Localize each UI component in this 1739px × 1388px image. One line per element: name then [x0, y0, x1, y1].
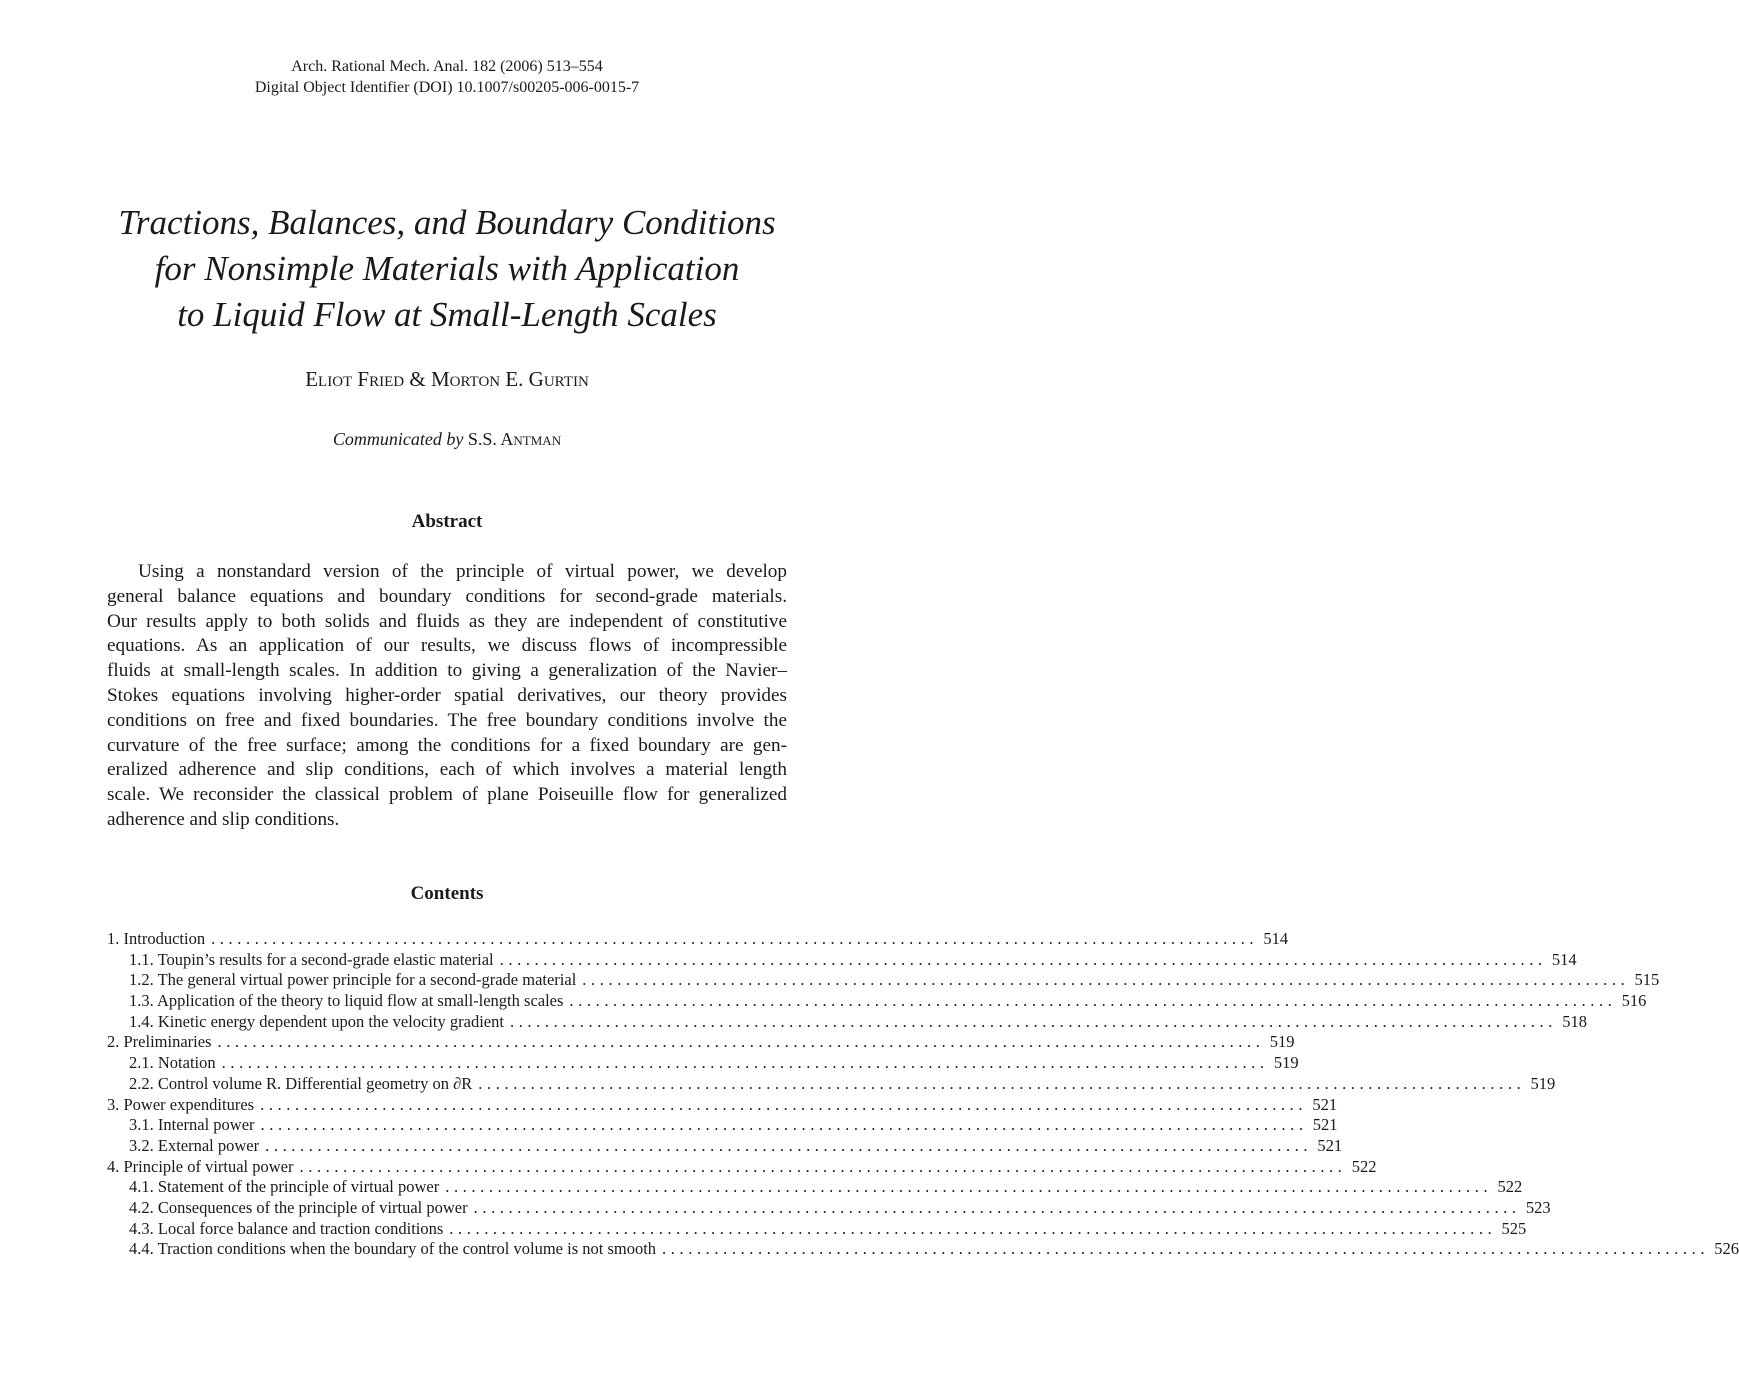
toc-leader-dots: ........................................................................................................................: [260, 1115, 1308, 1135]
abstract-line: scale. We reconsider the classical problem of plane Poiseuille flow for generalized: [107, 784, 787, 806]
journal-citation: Arch. Rational Mech. Anal. 182 (2006) 513–554: [291, 58, 603, 75]
toc-entry[interactable]: [107, 1156, 1377, 1178]
toc-entry[interactable]: [107, 1115, 1338, 1136]
toc-entry-page: 514: [1551, 949, 1577, 969]
toc-entry[interactable]: [107, 1032, 1295, 1053]
toc-leader-dots: ........................................................................................................................: [445, 1177, 1493, 1197]
toc-leader-dots: ........................................................................................................................: [221, 1053, 1269, 1073]
toc-entry-label: 4.1. Statement of the principle of virtual power: [129, 1177, 440, 1197]
abstract-line: fluids at small-length scales. In addition to giving a generalization of the Navier–: [107, 660, 787, 682]
abstract-text: [107, 560, 787, 833]
toc-entry-label: 1. Introduction: [107, 929, 206, 948]
toc-entry-label: 1.3. Application of the theory to liquid flow at small-length scales: [129, 991, 564, 1011]
toc-entry-label: 4.2. Consequences of the principle of virtual power: [129, 1197, 468, 1217]
abstract-line: conditions on free and fixed boundaries. The free boundary conditions involve the: [107, 709, 787, 731]
toc-entry[interactable]: [107, 970, 1660, 991]
toc-leader-dots: ........................................................................................................................: [662, 1239, 1710, 1259]
toc-entry-label: 1.1. Toupin’s results for a second-grade elastic material: [129, 949, 494, 969]
toc-entry-page: 523: [1525, 1197, 1551, 1217]
toc-entry-label: 2.2. Control volume R. Differential geometry on ∂R: [129, 1073, 473, 1093]
authors: Eliot Fried & Morton E. Gurtin: [305, 367, 589, 391]
toc-entry-page: 519: [1530, 1073, 1556, 1093]
abstract-line: curvature of the free surface; among the conditions for a fixed boundary are gen-: [107, 734, 787, 756]
toc-entry-label: 4. Principle of virtual power: [107, 1156, 294, 1176]
toc-entry-label: 3. Power expenditures: [107, 1094, 255, 1114]
toc-leader-dots: ........................................................................................................................: [582, 970, 1630, 990]
communicated-prefix: Communicated by: [332, 429, 464, 449]
toc-entry-label: 3.2. External power: [129, 1135, 260, 1155]
toc-leader-dots: ........................................................................................................................: [299, 1156, 1347, 1176]
toc-entry-page: 521: [1317, 1135, 1343, 1155]
toc-leader-dots: ........................................................................................................................: [473, 1197, 1521, 1217]
communicated-by: [0, 427, 894, 451]
toc-entry[interactable]: [107, 1218, 1527, 1240]
toc-entry-label: 2.1. Notation: [129, 1053, 216, 1073]
toc-entry-label: 3.1. Internal power: [129, 1115, 255, 1135]
toc-entry-page: 521: [1312, 1115, 1338, 1135]
toc-entry-page: 518: [1562, 1011, 1587, 1031]
toc-leader-dots: ........................................................................................................................: [449, 1218, 1497, 1238]
toc-entry-label: 1.4. Kinetic energy dependent upon the velocity gradient: [129, 1011, 504, 1031]
toc-entry-page: 522: [1351, 1156, 1377, 1176]
toc-entry-page: 514: [1263, 929, 1289, 948]
abstract-line: Our results apply to both solids and fluids as they are independent of constitutive: [107, 610, 787, 632]
abstract-line: eralized adherence and slip conditions, each of which involves a material length: [107, 759, 787, 781]
abstract-line: adherence and slip conditions.: [107, 808, 340, 830]
toc-entry-page: 516: [1621, 991, 1647, 1011]
title-line: for Nonsimple Materials with Application: [154, 249, 740, 288]
toc-entry[interactable]: [107, 1073, 1556, 1095]
abstract-line: equations. As an application of our results, we discuss flows of incompressible: [107, 635, 787, 657]
toc-entry-page: 519: [1273, 1053, 1299, 1073]
toc-leader-dots: ........................................................................................................................: [217, 1032, 1265, 1052]
toc-entry-page: 519: [1269, 1032, 1295, 1052]
abstract-line: general balance equations and boundary conditions for second-grade materials.: [107, 585, 787, 607]
toc-leader-dots: ........................................................................................................................: [478, 1073, 1526, 1093]
toc-leader-dots: ........................................................................................................................: [211, 929, 1259, 948]
toc-entry[interactable]: [107, 1177, 1523, 1198]
toc-entry-label: 4.3. Local force balance and traction conditions: [129, 1218, 444, 1238]
toc-entry-page: 525: [1501, 1218, 1527, 1238]
toc-leader-dots: ........................................................................................................................: [499, 949, 1547, 969]
abstract-heading: Abstract: [411, 511, 483, 532]
toc-entry[interactable]: [107, 949, 1577, 971]
journal-header: [0, 56, 894, 98]
toc-leader-dots: ........................................................................................................................: [260, 1094, 1308, 1114]
toc-leader-dots: ........................................................................................................................: [265, 1135, 1313, 1155]
toc-entry[interactable]: [107, 1239, 1739, 1260]
toc-entry-page: 515: [1634, 970, 1660, 990]
toc-leader-dots: ........................................................................................................................: [509, 1011, 1557, 1031]
doi-line: Digital Object Identifier (DOI) 10.1007/s00205-006-0015-7: [254, 79, 640, 96]
toc-entry[interactable]: [107, 1094, 1338, 1116]
abstract-line: Stokes equations involving higher-order spatial derivatives, our theory provides: [107, 684, 787, 706]
toc-entry-label: 1.2. The general virtual power principle for a second-grade material: [129, 970, 577, 990]
communicating-editor: S.S. Antman: [467, 429, 562, 449]
contents-heading: Contents: [410, 883, 484, 904]
paper-title: [0, 200, 894, 338]
toc-leader-dots: ........................................................................................................................: [569, 991, 1617, 1011]
toc-entry[interactable]: [107, 1053, 1299, 1074]
toc-entry[interactable]: [107, 929, 1289, 950]
toc-entry[interactable]: [107, 1011, 1587, 1033]
title-line: to Liquid Flow at Small-Length Scales: [177, 295, 717, 334]
toc-entry[interactable]: [107, 1135, 1343, 1157]
table-of-contents: [107, 929, 1739, 1260]
toc-entry-label: 4.4. Traction conditions when the boundary of the control volume is not smooth: [129, 1239, 657, 1259]
title-line: Tractions, Balances, and Boundary Conditions: [118, 203, 776, 242]
toc-entry-page: 522: [1497, 1177, 1523, 1197]
toc-entry[interactable]: [107, 991, 1647, 1012]
abstract-line: Using a nonstandard version of the principle of virtual power, we develop: [138, 561, 787, 582]
toc-entry-label: 2. Preliminaries: [107, 1032, 212, 1052]
toc-entry-page: 526: [1714, 1239, 1739, 1259]
toc-entry-page: 521: [1312, 1094, 1338, 1114]
toc-entry[interactable]: [107, 1197, 1551, 1219]
